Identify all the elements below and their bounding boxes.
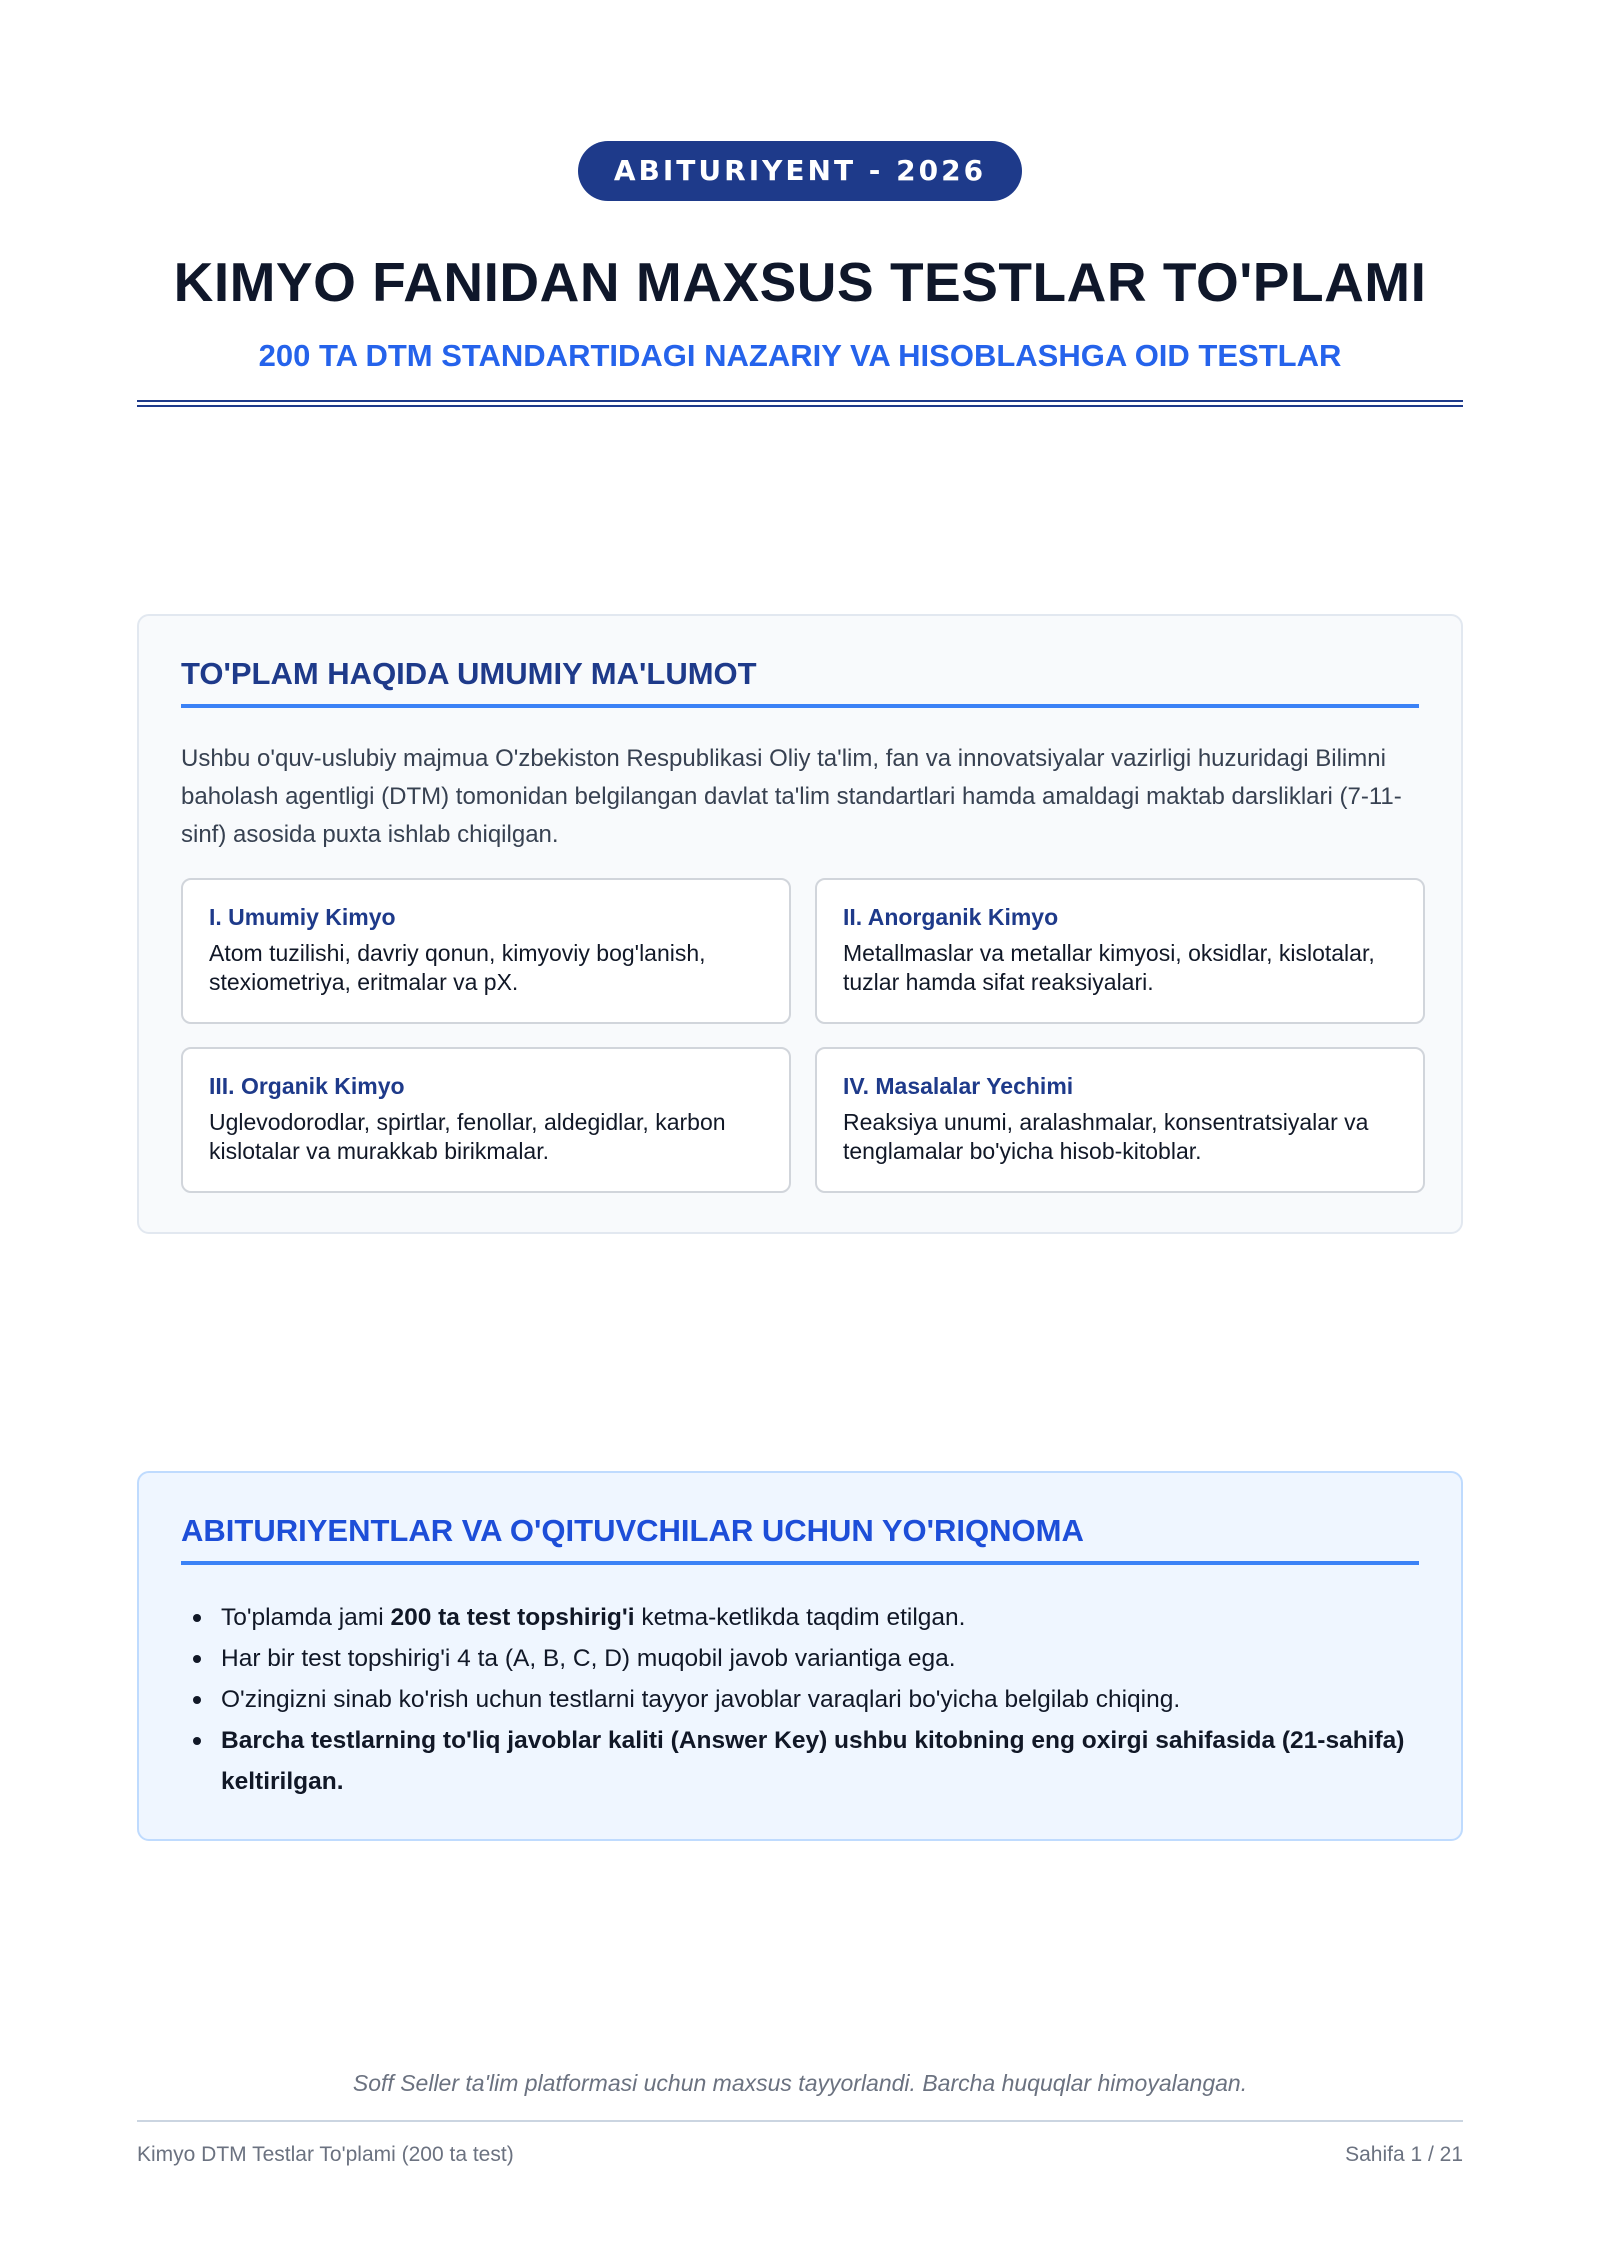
topic-card-general <box>181 878 791 1024</box>
guide-heading: ABITURIYENTLAR VA O'QITUVCHILAR UCHUN YO'RIQNOMA <box>181 1513 1419 1565</box>
topic-title: IV. Masalalar Yechimi <box>843 1073 1074 1099</box>
topic-description: Atom tuzilishi, davriy qonun, kimyoviy bog'lanish, stexiometriya, eritmalar va pX. <box>209 940 706 995</box>
header-divider <box>137 400 1463 407</box>
info-heading: TO'PLAM HAQIDA UMUMIY MA'LUMOT <box>181 656 1419 708</box>
guide-list <box>181 1597 1419 1802</box>
guide-item-text: ketma-ketlikda taqdim etilgan. <box>634 1604 966 1631</box>
guide-card <box>137 1471 1463 1841</box>
topic-card-inorganic <box>815 878 1425 1024</box>
guide-item-text: To'plamda jami <box>221 1604 391 1631</box>
guide-item-answer-key: Barcha testlarning to'liq javoblar kaliti (Answer Key) ushbu kitobning eng oxirgi sahifasida (21-sahifa) keltirilgan. <box>181 1720 1419 1802</box>
guide-item-emphasis: 200 ta test topshirig'i <box>390 1604 635 1631</box>
guide-item-total <box>181 1597 1419 1638</box>
topic-card-problems <box>815 1047 1425 1193</box>
topic-description: Reaksiya unumi, aralashmalar, konsentratsiyalar va tenglamalar bo'yicha hisob-kitoblar. <box>843 1109 1369 1164</box>
guide-item-options: Har bir test topshirig'i 4 ta (A, B, C, D) muqobil javob variantiga ega. <box>181 1638 1419 1679</box>
year-badge: ABITURIYENT - 2026 <box>578 141 1022 201</box>
copyright-note: Soff Seller ta'lim platformasi uchun maxsus tayyorlandi. Barcha huquqlar himoyalangan. <box>352 2070 1248 2096</box>
badge-wrapper <box>0 141 1600 201</box>
document-title: KIMYO FANIDAN MAXSUS TESTLAR TO'PLAMI <box>173 251 1427 313</box>
footer-divider <box>137 2120 1463 2122</box>
topic-description: Metallmaslar va metallar kimyosi, oksidlar, kislotalar, tuzlar hamda sifat reaksiyalari. <box>843 940 1375 995</box>
topic-description: Uglevodorodlar, spirtlar, fenollar, aldegidlar, karbon kislotalar va murakkab birikmalar. <box>209 1109 726 1164</box>
document-subtitle: 200 TA DTM STANDARTIDAGI NAZARIY VA HISOBLASHGA OID TESTLAR <box>258 338 1342 373</box>
guide-item-practice: O'zingizni sinab ko'rish uchun testlarni tayyor javoblar varaqlari bo'yicha belgilab chiqing. <box>181 1679 1419 1720</box>
topic-title: I. Umumiy Kimyo <box>209 904 396 930</box>
footer-page-number: Sahifa 1 / 21 <box>1345 2143 1463 2166</box>
info-intro: Ushbu o'quv-uslubiy majmua O'zbekiston Respublikasi Oliy ta'lim, fan va innovatsiyalar vazirligi huzuridagi Bilimni baholash agentligi (DTM) tomonidan belgilangan davlat ta'lim standartlari hamda amaldagi maktab darsliklari (7-11-sinf) asosida puxta ishlab chiqilgan. <box>181 745 1402 848</box>
topic-title: III. Organik Kimyo <box>209 1073 405 1099</box>
info-card <box>137 614 1463 1234</box>
footer-document-name: Kimyo DTM Testlar To'plami (200 ta test) <box>137 2143 514 2166</box>
topic-card-organic <box>181 1047 791 1193</box>
topic-title: II. Anorganik Kimyo <box>843 904 1059 930</box>
